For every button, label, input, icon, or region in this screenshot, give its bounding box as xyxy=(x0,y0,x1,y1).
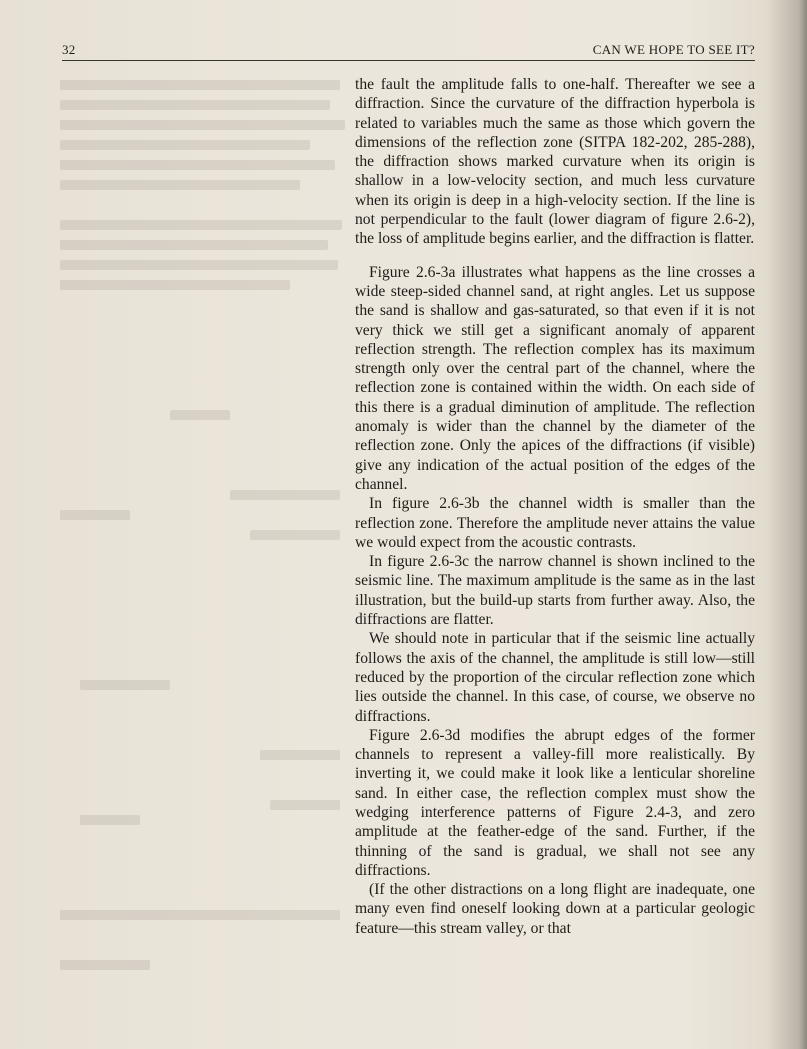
page-header xyxy=(62,40,755,61)
paragraph: In figure 2.6-3b the channel width is smaller than the reflection zone. Therefore the amplitude never attains the value we would expect from the acoustic contrasts. xyxy=(355,495,755,551)
running-head: CAN WE HOPE TO SEE IT? xyxy=(592,42,755,57)
paragraph: Figure 2.6-3d modifies the abrupt edges of the former channels to represent a valley-fill more realistically. By inverting it, we could make it look like a lenticular shoreline sand. In either case, the reflection complex must show the wedging interference patterns of Figure 2.4-3, and zero amplitude at the feather-edge of the sand. Further, if the thinning of the sand is gradual, we shall not see any diffractions. xyxy=(355,726,755,879)
paragraph: the fault the amplitude falls to one-half. Thereafter we see a diffraction. Since the curvature of the diffraction hyperbola is related to variables much the same as those which govern the dimensions of the reflection zone (SITPA 182-202, 285-288), the diffraction shows marked curvature when its origin is shallow in a low-velocity section, and much less curvature when its origin is deep in a high-velocity section. If the line is not perpendicular to the fault (lower diagram of figure 2.6-2), the loss of amplitude begins earlier, and the diffraction is flatter. xyxy=(355,76,755,248)
paragraph: We should note in particular that if the seismic line actually follows the axis of the channel, the amplitude is still low—still reduced by the proportion of the circular reflection zone which lies outside the channel. In this case, of course, we observe no diffractions. xyxy=(355,630,755,725)
show-through-figure xyxy=(60,70,350,970)
paragraph: (If the other distractions on a long flight are inadequate, one many even find oneself looking down at a particular geologic feature—this stream valley, or that xyxy=(355,881,755,937)
body-text-column xyxy=(355,75,755,938)
paragraph: Figure 2.6-3a illustrates what happens as the line crosses a wide steep-sided channel sand, at right angles. Let us suppose the sand is shallow and gas-saturated, so that even if it is not very thick we still get a significant anomaly of apparent reflection strength. The reflection complex has its maximum strength only over the central part of the channel, where the reflection zone is contained within the width. On each side of this there is a gradual diminution of amplitude. The reflection anomaly is wider than the channel by the diameter of the reflection zone. Only the apices of the diffractions (if visible) give any indication of the actual position of the edges of the channel. xyxy=(355,263,755,493)
page-number: 32 xyxy=(62,42,76,57)
paragraph: In figure 2.6-3c the narrow channel is shown inclined to the seismic line. The maximum amplitude is the same as in the last illustration, but the build-up starts from further away. Also, the diffractions are flatter. xyxy=(355,553,755,629)
